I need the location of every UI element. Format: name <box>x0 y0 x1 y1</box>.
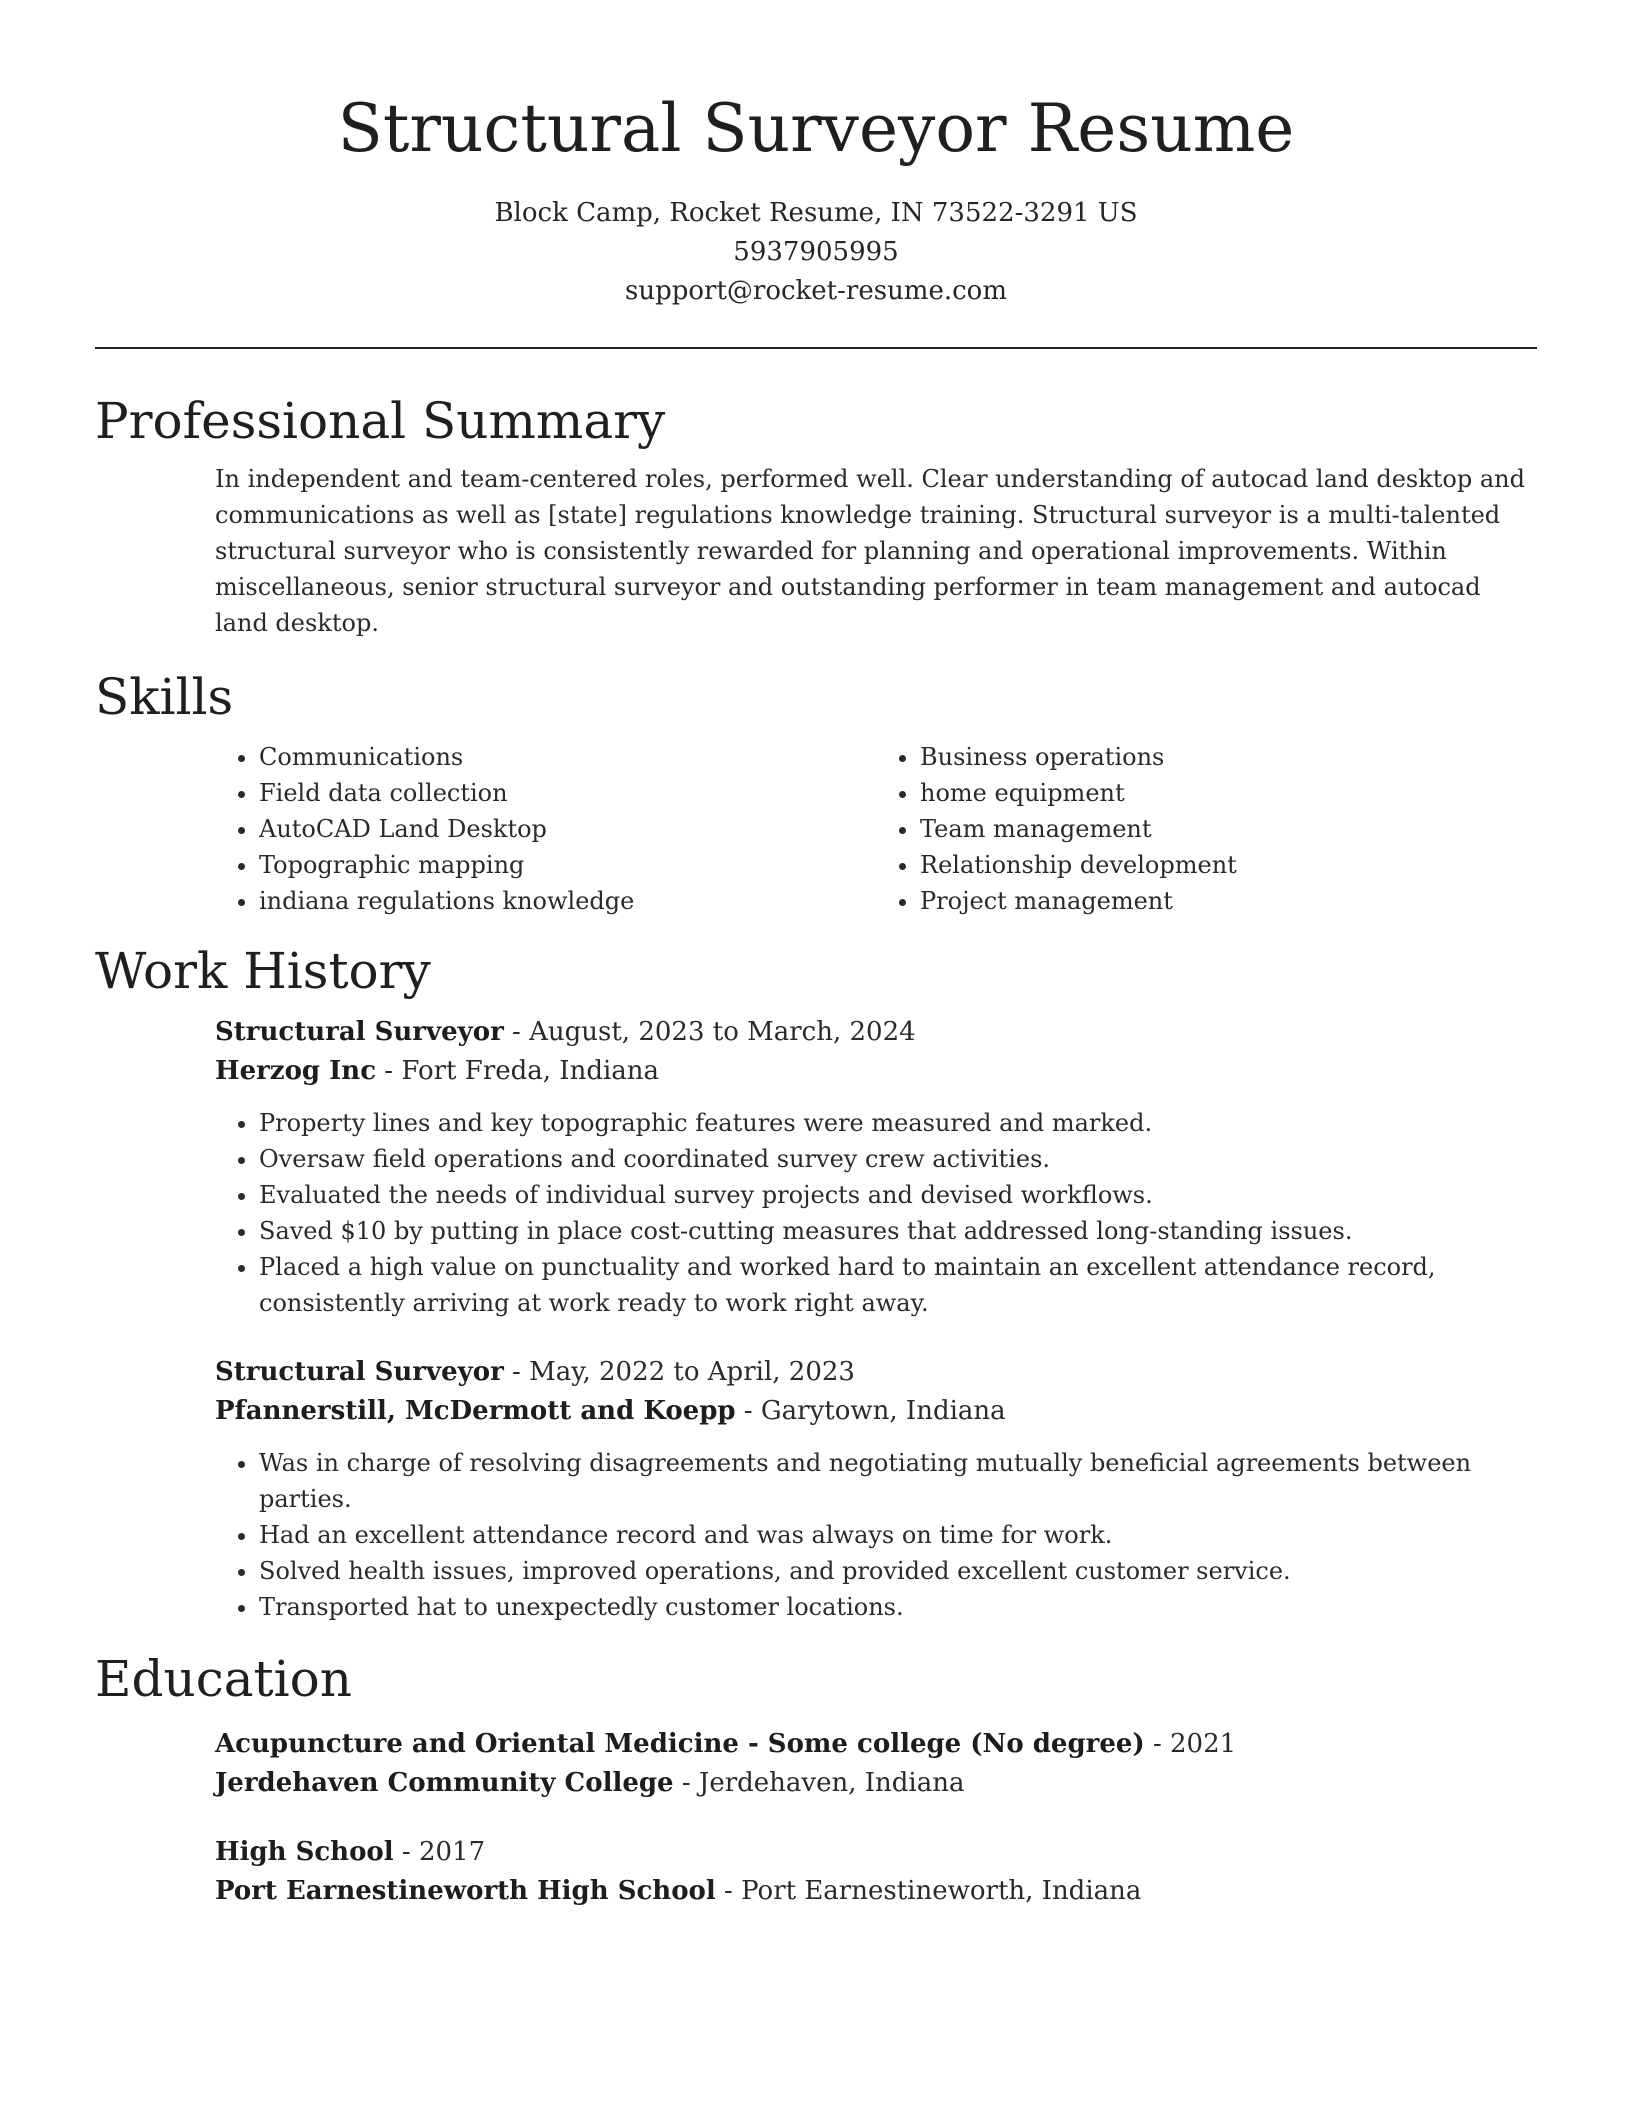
job-role: Structural Surveyor <box>215 1357 504 1387</box>
skill-item: • Field data collection <box>259 775 876 811</box>
header-divider <box>95 347 1537 349</box>
job-title-line <box>215 1013 1537 1052</box>
job-company-line <box>215 1052 1537 1091</box>
job-bullet: • Saved $10 by putting in place cost-cutting measures that addressed long-standing issues. <box>259 1213 1537 1249</box>
education-location: - Jerdehaven, Indiana <box>673 1768 965 1798</box>
education-school: Jerdehaven Community College <box>215 1768 674 1798</box>
job-dates: - August, 2023 to March, 2024 <box>503 1017 916 1047</box>
job-bullets <box>215 1105 1537 1321</box>
skill-item: • home equipment <box>920 775 1537 811</box>
education-entry <box>215 1833 1537 1911</box>
work-history <box>215 1013 1537 1625</box>
skill-item: • Communications <box>259 739 876 775</box>
job-company: Pfannerstill, McDermott and Koepp <box>215 1396 736 1426</box>
job-bullet: • Had an excellent attendance record and was always on time for work. <box>259 1517 1537 1553</box>
contact-block <box>95 194 1537 311</box>
education-year: - 2021 <box>1144 1729 1237 1759</box>
section-title-work: Work History <box>95 942 431 1000</box>
contact-phone: 5937905995 <box>733 237 899 267</box>
job-dates: - May, 2022 to April, 2023 <box>503 1357 855 1387</box>
skill-item: • Relationship development <box>920 847 1537 883</box>
skill-item: • Topographic mapping <box>259 847 876 883</box>
education-year: - 2017 <box>393 1837 486 1867</box>
education-school-line <box>215 1872 1537 1911</box>
skill-item: • Team management <box>920 811 1537 847</box>
job-bullets <box>215 1445 1537 1625</box>
section-title-skills: Skills <box>95 668 234 726</box>
job-entry <box>215 1353 1537 1625</box>
section-title-summary: Professional Summary <box>95 392 666 450</box>
job-bullet: • Property lines and key topographic features were measured and marked. <box>259 1105 1537 1141</box>
summary-text: In independent and team-centered roles, performed well. Clear understanding of autocad land desktop and communications as well as [state] regulations knowledge training. Structural surveyor is a multi-talented structural surveyor who is consistently rewarded for planning and operational improvements. Within miscellaneous, senior structural surveyor and outstanding performer in team management and autocad land desktop. <box>215 465 1525 637</box>
job-entry <box>215 1013 1537 1321</box>
section-title-education: Education <box>95 1650 352 1708</box>
skill-item: • AutoCAD Land Desktop <box>259 811 876 847</box>
skill-item: • Business operations <box>920 739 1537 775</box>
skills-list-left <box>215 739 876 919</box>
job-company-line <box>215 1392 1537 1431</box>
job-role: Structural Surveyor <box>215 1017 504 1047</box>
education-degree: High School <box>215 1837 394 1867</box>
resume-title: Structural Surveyor Resume <box>337 90 1295 167</box>
education-entry <box>215 1725 1537 1803</box>
job-bullet: • Oversaw field operations and coordinated survey crew activities. <box>259 1141 1537 1177</box>
education-location: - Port Earnestineworth, Indiana <box>715 1876 1142 1906</box>
skill-item: • indiana regulations knowledge <box>259 883 876 919</box>
education-degree: Acupuncture and Oriental Medicine - Some college (No degree) <box>215 1729 1145 1759</box>
education-list <box>215 1725 1537 1911</box>
job-bullet: • Solved health issues, improved operations, and provided excellent customer service. <box>259 1553 1537 1589</box>
job-bullet: • Placed a high value on punctuality and worked hard to maintain an excellent attendance record, consistently arriving at work ready to work right away. <box>259 1249 1537 1321</box>
job-title-line <box>215 1353 1537 1392</box>
skills-grid <box>215 739 1537 919</box>
contact-email: support@rocket-resume.com <box>624 276 1007 306</box>
education-school-line <box>215 1764 1537 1803</box>
education-degree-line <box>215 1725 1537 1764</box>
job-bullet: • Transported hat to unexpectedly customer locations. <box>259 1589 1537 1625</box>
skill-item: • Project management <box>920 883 1537 919</box>
contact-address: Block Camp, Rocket Resume, IN 73522-3291 US <box>494 198 1138 228</box>
job-location: - Garytown, Indiana <box>735 1396 1006 1426</box>
education-degree-line <box>215 1833 1537 1872</box>
job-location: - Fort Freda, Indiana <box>376 1056 660 1086</box>
education-school: Port Earnestineworth High School <box>215 1876 716 1906</box>
job-bullet: • Was in charge of resolving disagreements and negotiating mutually beneficial agreements between parties. <box>259 1445 1537 1517</box>
job-bullet: • Evaluated the needs of individual survey projects and devised workflows. <box>259 1177 1537 1213</box>
job-company: Herzog Inc <box>215 1056 377 1086</box>
skills-list-right <box>876 739 1537 919</box>
